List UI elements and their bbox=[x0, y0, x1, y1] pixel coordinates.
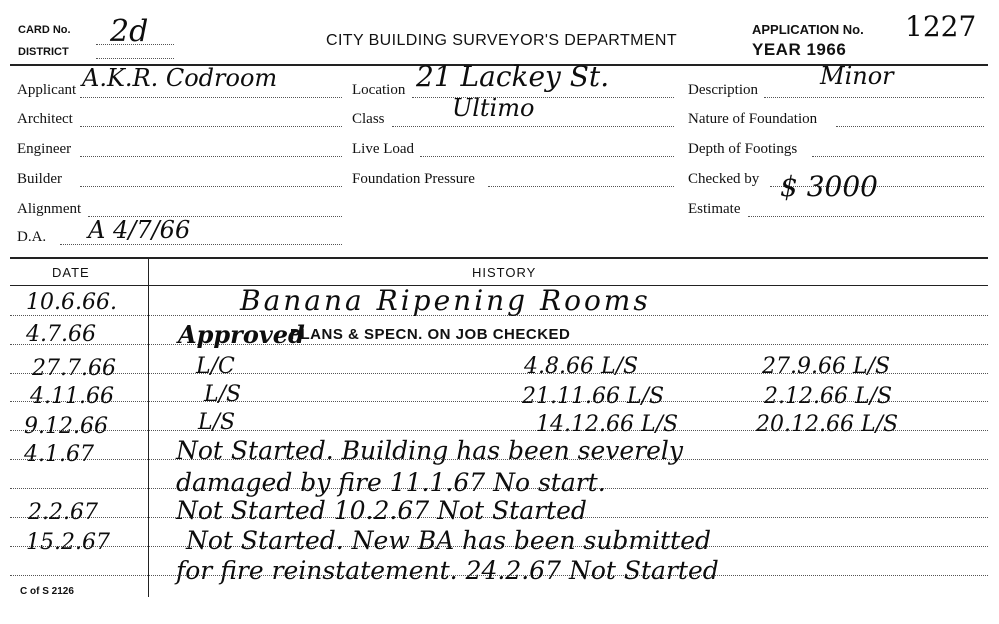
architect-label: Architect bbox=[17, 111, 73, 127]
history-text-6: Not Started. Building has been severely bbox=[176, 436, 684, 465]
depth-of-footings-label: Depth of Footings bbox=[688, 141, 798, 157]
history-col3-3: 27.9.66 L/S bbox=[762, 354, 891, 379]
history-date-4: 4.11.66 bbox=[30, 384, 114, 409]
nature-of-foundation-label: Nature of Foundation bbox=[688, 111, 818, 127]
history-col2-5: 14.12.66 L/S bbox=[536, 412, 679, 437]
estimate-value: $ 3000 bbox=[780, 170, 878, 203]
history-text-4: L/S bbox=[204, 382, 242, 407]
location-value: 21 Lackey St. bbox=[416, 60, 610, 93]
history-col2-3: 4.8.66 L/S bbox=[524, 354, 639, 379]
history-text-2: Approved bbox=[178, 320, 305, 349]
date-column-header: DATE bbox=[52, 265, 90, 280]
estimate-label: Estimate bbox=[688, 201, 741, 217]
description-value: Minor bbox=[820, 62, 894, 90]
engineer-label: Engineer bbox=[17, 141, 72, 157]
applicant-value: A.K.R. Codroom bbox=[82, 64, 278, 92]
history-column-header: HISTORY bbox=[472, 265, 537, 280]
da-value: A 4/7/66 bbox=[88, 216, 191, 244]
history-date-1: 10.6.66. bbox=[26, 290, 117, 315]
application-no-label: APPLICATION No. bbox=[752, 22, 864, 37]
history-date-9: 15.2.67 bbox=[26, 530, 110, 555]
history-col3-4: 2.12.66 L/S bbox=[764, 384, 893, 409]
live-load-label: Live Load bbox=[352, 141, 415, 157]
history-text-8: Not Started 10.2.67 Not Started bbox=[176, 496, 587, 525]
foundation-pressure-label: Foundation Pressure bbox=[352, 171, 475, 187]
history-text-10: for fire reinstatement. 24.2.67 Not Started bbox=[176, 556, 719, 585]
da-label: D.A. bbox=[17, 229, 47, 245]
approval-stamp: PLANS & SPECN. ON JOB CHECKED bbox=[290, 326, 571, 343]
location-label: Location bbox=[352, 82, 406, 98]
district-label: DISTRICT bbox=[18, 46, 69, 58]
history-text-3: L/C bbox=[196, 354, 235, 379]
card-no-value: 2d bbox=[110, 14, 149, 49]
history-text-1: Banana Ripening Rooms bbox=[240, 284, 651, 317]
alignment-label: Alignment bbox=[17, 201, 82, 217]
application-no-value: 1227 bbox=[905, 10, 977, 43]
class-label: Class bbox=[352, 111, 385, 127]
history-col2-4: 21.11.66 L/S bbox=[522, 384, 665, 409]
history-date-6: 4.1.67 bbox=[24, 442, 94, 467]
applicant-label: Applicant bbox=[17, 82, 77, 98]
year-label: YEAR 1966 bbox=[752, 40, 847, 59]
description-label: Description bbox=[688, 82, 758, 98]
department-title: CITY BUILDING SURVEYOR'S DEPARTMENT bbox=[326, 32, 678, 49]
class-value: Ultimo bbox=[452, 94, 535, 122]
history-date-8: 2.2.67 bbox=[28, 500, 98, 525]
history-col3-5: 20.12.66 L/S bbox=[756, 412, 899, 437]
history-text-5: L/S bbox=[198, 410, 236, 435]
history-date-3: 27.7.66 bbox=[32, 356, 116, 381]
history-date-2: 4.7.66 bbox=[26, 322, 96, 347]
card-no-label: CARD No. bbox=[18, 24, 71, 36]
history-text-7: damaged by fire 11.1.67 No start. bbox=[176, 468, 606, 497]
builder-label: Builder bbox=[17, 171, 62, 187]
history-text-9: Not Started. New BA has been submitted bbox=[186, 526, 712, 555]
history-date-5: 9.12.66 bbox=[24, 414, 108, 439]
checked-by-label: Checked by bbox=[688, 171, 760, 187]
form-number: C of S 2126 bbox=[20, 586, 74, 597]
